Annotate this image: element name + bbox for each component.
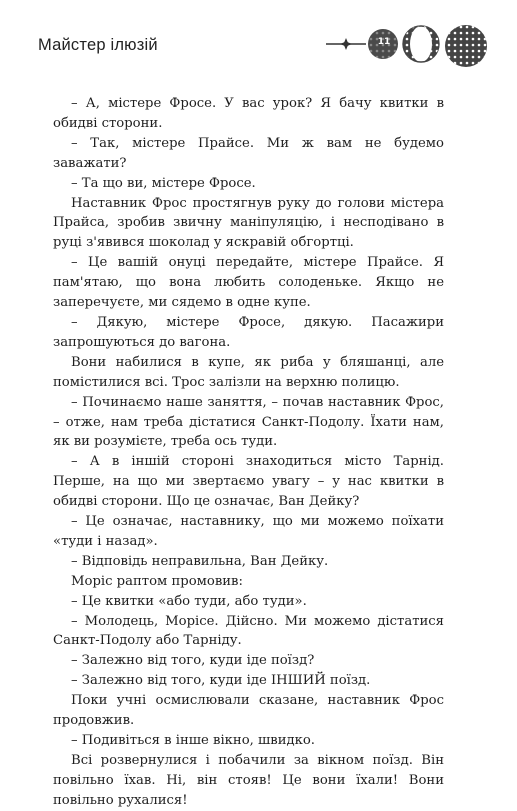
paragraph: – Залежно від того, куди іде поїзд? bbox=[71, 653, 315, 669]
paragraph: – А в іншій стороні знаходиться місто Тарнід. Перше, на що ми звертаємо увагу – у нас квитки в обидві сторони. Що це означає, Ван Дейку? bbox=[53, 454, 444, 510]
paragraph: Наставник Фрос простягнув руку до голови містера Прайса, зробив звичну маніпуляцію, і несподівано в руці з'явився шоколад у яскравій обгортці. bbox=[53, 195, 444, 251]
paragraph: – Відповідь неправильна, Ван Дейку. bbox=[71, 553, 329, 569]
paragraph: Поки учні осмислювали сказане, наставник Фрос продовжив. bbox=[53, 693, 444, 729]
paragraph: – Молодець, Морісе. Дійсно. Ми можемо дістатися Санкт-Подолу або Тарніду. bbox=[53, 613, 444, 649]
paragraph: – А, містере Фросе. У вас урок? Я бачу квитки в обидві сторони. bbox=[53, 96, 444, 131]
paragraph: – Це означає, наставнику, що ми можемо поїхати «туди і назад». bbox=[53, 514, 444, 549]
paragraph: – Залежно від того, куди іде ІНШИЙ поїзд. bbox=[71, 673, 371, 689]
paragraph: – Це вашій онуці передайте, містере Прайсе. Я пам'ятаю, що вона любить солоденьке. Якщо не заперечуєте, ми сядемо в одне купе. bbox=[53, 255, 444, 311]
paragraph: Вони набилися в купе, як риба у бляшанці, але помістилися всі. Трос залізли на верхню полицю. bbox=[53, 354, 444, 390]
page-header bbox=[38, 30, 488, 70]
paragraph: – Подивіться в інше вікно, швидко. bbox=[71, 733, 315, 748]
paragraph: – Так, містере Прайсе. Ми ж вам не будемо заважати? bbox=[53, 135, 444, 171]
page-number: 11 bbox=[377, 37, 391, 47]
paragraph: Всі розвернулися і побачили за вікном поїзд. Він повільно їхав. Ні, він стояв! Це вони їхали! Вони повільно рухалися! bbox=[53, 752, 444, 808]
book-title: Майстер ілюзій bbox=[38, 36, 158, 54]
moon-phases-ornament bbox=[326, 24, 491, 72]
paragraph: – Дякую, містере Фросе, дякую. Пасажири запрошуються до вагона. bbox=[53, 314, 444, 350]
page-body-text bbox=[53, 94, 444, 811]
paragraph: – Починаємо наше заняття, – почав наставник Фрос, – отже, нам треба дістатися Санкт-Подолу. Їхати нам, як ви розумієте, треба ось туди. bbox=[53, 394, 444, 450]
paragraph: Моріс раптом промовив: bbox=[71, 573, 243, 589]
moon-phases-icon bbox=[326, 24, 491, 72]
paragraph: – Це квитки «або туди, або туди». bbox=[71, 593, 307, 609]
paragraph: – Та що ви, містере Фросе. bbox=[71, 175, 256, 191]
